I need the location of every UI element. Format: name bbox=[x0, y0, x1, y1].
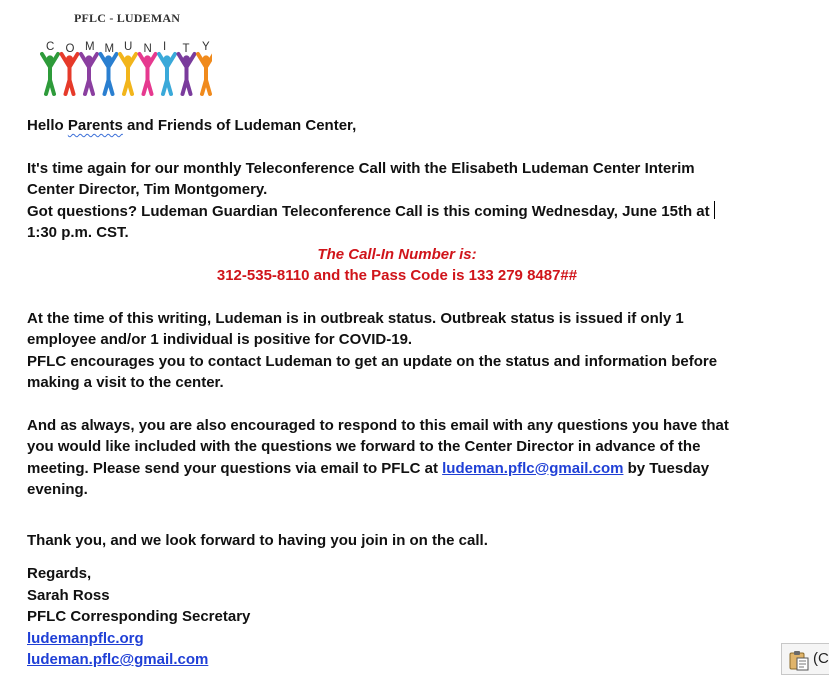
greeting: Hello Parents and Friends of Ludeman Center, bbox=[27, 117, 357, 134]
callin-details: 312-535-8110 and the Pass Code is 133 279 8487## bbox=[216, 267, 578, 284]
paste-options-button[interactable] bbox=[781, 643, 829, 675]
logo-person-figure bbox=[198, 54, 212, 94]
signature bbox=[27, 563, 817, 671]
community-people-icon bbox=[40, 50, 212, 98]
outbreak-paragraph: At the time of this writing, Ludeman is in outbreak status. Outbreak status is issued if only 1 employee and/or 1 individual is positive for COVID-19. PFLC encourages you to contact Ludeman to get an update on the status and information before making a visit to the center. bbox=[27, 309, 718, 391]
email-link-signature[interactable]: ludeman.pflc@gmail.com bbox=[27, 651, 209, 668]
callin-heading: The Call-In Number is: bbox=[317, 245, 477, 263]
logo-letter: T bbox=[182, 43, 190, 55]
text-cursor bbox=[714, 201, 715, 219]
logo-letter: C bbox=[46, 41, 55, 53]
clipboard-paste-icon bbox=[788, 649, 810, 675]
thanks-line: Thank you, and we look forward to having you join in on the call. bbox=[27, 531, 488, 549]
paste-options-label: (C bbox=[813, 650, 829, 667]
logo-letter: Y bbox=[202, 41, 210, 53]
logo-letter: I bbox=[163, 41, 167, 53]
email-link-inline[interactable]: ludeman.pflc@gmail.com bbox=[442, 459, 624, 477]
questions-paragraph: And as always, you are also encouraged to respond to this email with any questions you have that you would like included with the questions we forward to the Center Director in advance of the meeting. Please send your questions via email to PFLC at ludeman.pflc@gmail.com by Tuesday evening. bbox=[27, 416, 729, 498]
website-link[interactable]: ludemanpflc.org bbox=[27, 629, 144, 647]
intro-paragraph: It's time again for our monthly Teleconference Call with the Elisabeth Ludeman Center Interim Center Director, Tim Montgomery. Got questions? Ludeman Guardian Teleconference Call is this coming Wednesday, June 15th at 1:30 p.m. CST. bbox=[27, 158, 817, 244]
email-body bbox=[27, 115, 817, 671]
signer-name: Sarah Ross bbox=[27, 586, 110, 604]
signer-title: PFLC Corresponding Secretary bbox=[27, 608, 251, 625]
logo-letter: M bbox=[104, 43, 115, 55]
logo-letter: M bbox=[85, 41, 95, 53]
logo-letter: N bbox=[143, 43, 152, 55]
logo-person-figure bbox=[120, 54, 136, 94]
logo-person-figure bbox=[140, 54, 156, 94]
logo-letter: O bbox=[65, 43, 75, 55]
spellcheck-word: Parents bbox=[67, 117, 123, 134]
logo-person-figure bbox=[42, 54, 58, 94]
regards: Regards, bbox=[27, 565, 92, 582]
logo-person-figure bbox=[179, 54, 195, 94]
logo-person-figure bbox=[62, 54, 78, 94]
org-header: PFLC - LUDEMAN bbox=[74, 11, 181, 25]
community-logo bbox=[40, 40, 212, 98]
logo-person-figure bbox=[101, 54, 117, 94]
logo-person-figure bbox=[81, 54, 97, 94]
logo-letter: U bbox=[124, 41, 133, 53]
logo-person-figure bbox=[159, 54, 175, 94]
